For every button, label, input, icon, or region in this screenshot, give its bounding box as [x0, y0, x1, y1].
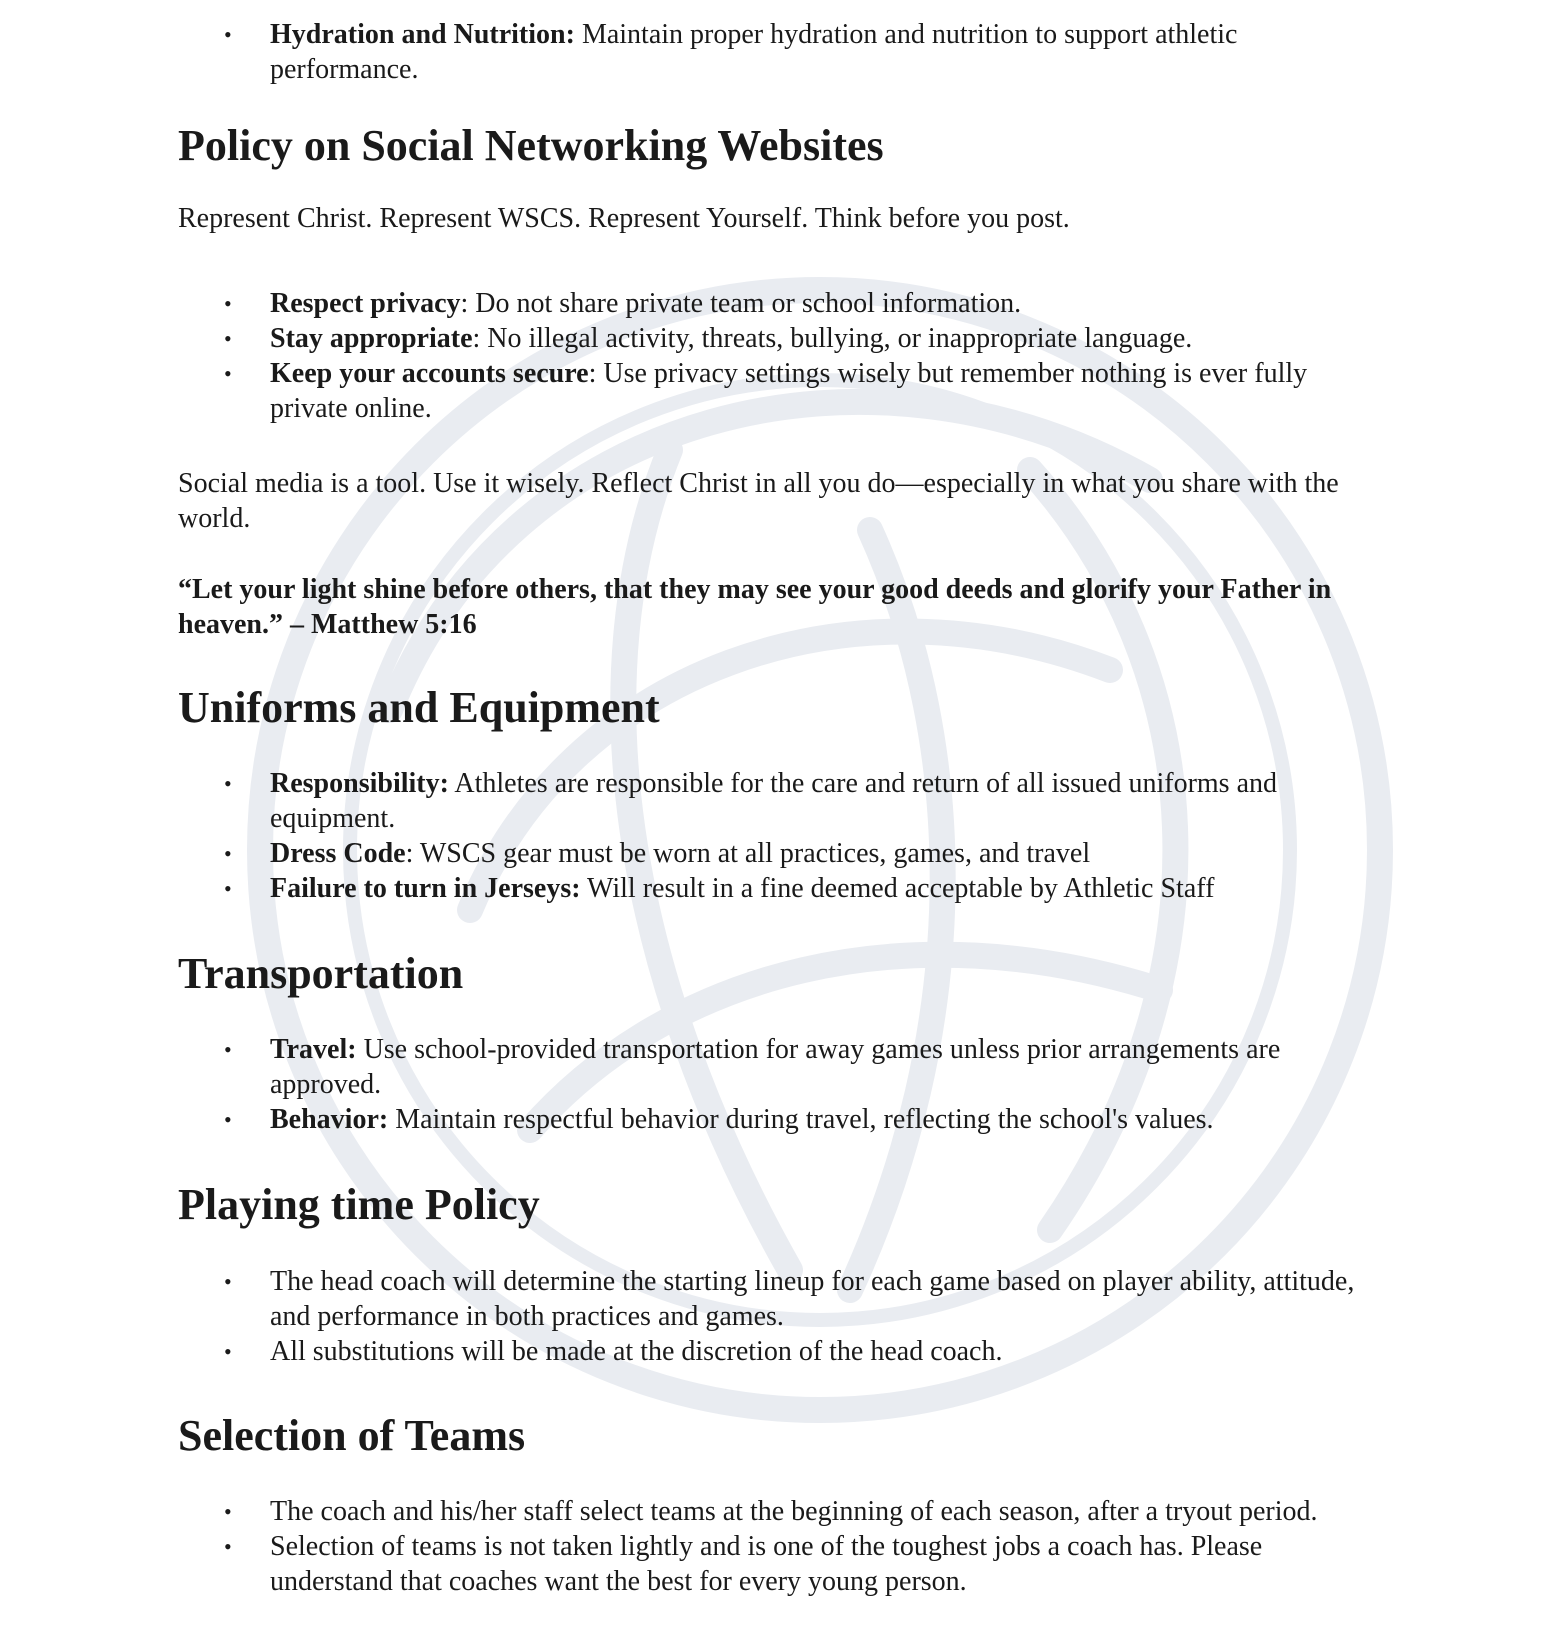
nutrition-list: [178, 17, 1368, 87]
bullet-icon: •: [224, 1499, 232, 1524]
bullet-icon: •: [224, 841, 232, 866]
list-item: [178, 1529, 1368, 1599]
list-item: [178, 356, 1368, 426]
bullet-icon: •: [224, 291, 232, 316]
list-item-term: Dress Code: [270, 838, 406, 869]
social-list: [178, 286, 1368, 426]
list-item-term: Respect privacy: [270, 288, 461, 319]
list-item-term: Hydration and Nutrition:: [270, 19, 575, 50]
list-item-text: : Use privacy settings wisely but remember nothing is ever fully private online.: [270, 358, 1308, 424]
list-item-text: : No illegal activity, threats, bullying, or inappropriate language.: [472, 323, 1193, 354]
list-item-term: Keep your accounts secure: [270, 358, 589, 389]
list-item: [178, 871, 1368, 906]
bullet-icon: •: [224, 1037, 232, 1062]
bullet-icon: •: [224, 876, 232, 901]
selection-heading: Selection of Teams: [178, 1411, 526, 1460]
list-item-term: Travel:: [270, 1034, 357, 1065]
list-item-text: Maintain proper hydration and nutrition to support athletic performance.: [270, 19, 1238, 85]
list-item-text: The coach and his/her staff select teams at the beginning of each season, after a tryout period.: [270, 1496, 1318, 1527]
list-item-text: The head coach will determine the starting lineup for each game based on player ability, attitude, and performance in both practices and games.: [270, 1266, 1355, 1332]
list-item: [178, 1032, 1368, 1102]
list-item-text: All substitutions will be made at the discretion of the head coach.: [270, 1336, 1003, 1367]
bullet-icon: •: [224, 1534, 232, 1559]
list-item-text: Use school-provided transportation for away games unless prior arrangements are approved.: [270, 1034, 1281, 1100]
playing-time-list: [178, 1264, 1368, 1369]
list-item-term: Stay appropriate: [270, 323, 473, 354]
list-item: [178, 1494, 1368, 1529]
list-item-text: : Do not share private team or school information.: [460, 288, 1022, 319]
list-item-term: Behavior:: [270, 1104, 389, 1135]
social-heading: Policy on Social Networking Websites: [178, 121, 884, 170]
bullet-icon: •: [224, 1269, 232, 1294]
uniforms-list: [178, 766, 1368, 906]
bullet-icon: •: [224, 22, 232, 47]
list-item: [178, 321, 1368, 356]
social-closing: Social media is a tool. Use it wisely. Reflect Christ in all you do—especially in what you share with the world.: [178, 468, 1339, 534]
selection-list: [178, 1494, 1368, 1599]
bullet-icon: •: [224, 361, 232, 386]
bullet-icon: •: [224, 1339, 232, 1364]
bullet-icon: •: [224, 326, 232, 351]
list-item-text: : WSCS gear must be worn at all practices, games, and travel: [405, 838, 1091, 869]
list-item-term: Failure to turn in Jerseys:: [270, 873, 581, 904]
playing-time-heading: Playing time Policy: [178, 1180, 540, 1229]
list-item-text: Selection of teams is not taken lightly and is one of the toughest jobs a coach has. Please understand that coaches want the best for every young person.: [270, 1531, 1263, 1597]
list-item-term: Responsibility:: [270, 768, 449, 799]
list-item-text: Will result in a fine deemed acceptable by Athletic Staff: [580, 873, 1215, 904]
list-item: [178, 766, 1368, 836]
transportation-heading: Transportation: [178, 949, 464, 998]
bullet-icon: •: [224, 1107, 232, 1132]
list-item-text: Maintain respectful behavior during travel, reflecting the school's values.: [388, 1104, 1214, 1135]
uniforms-heading: Uniforms and Equipment: [178, 683, 660, 732]
list-item: [178, 1102, 1368, 1137]
list-item-text: Athletes are responsible for the care and return of all issued uniforms and equipment.: [270, 768, 1278, 834]
list-item: [178, 836, 1368, 871]
scripture-quote: “Let your light shine before others, that they may see your good deeds and glorify your Father in heaven.” – Matthew 5:16: [178, 574, 1332, 640]
list-item: [178, 1334, 1368, 1369]
list-item: [178, 17, 1368, 87]
social-intro: Represent Christ. Represent WSCS. Represent Yourself. Think before you post.: [178, 203, 1070, 234]
list-item: [178, 1264, 1368, 1334]
bullet-icon: •: [224, 771, 232, 796]
transportation-list: [178, 1032, 1368, 1137]
list-item: [178, 286, 1368, 321]
